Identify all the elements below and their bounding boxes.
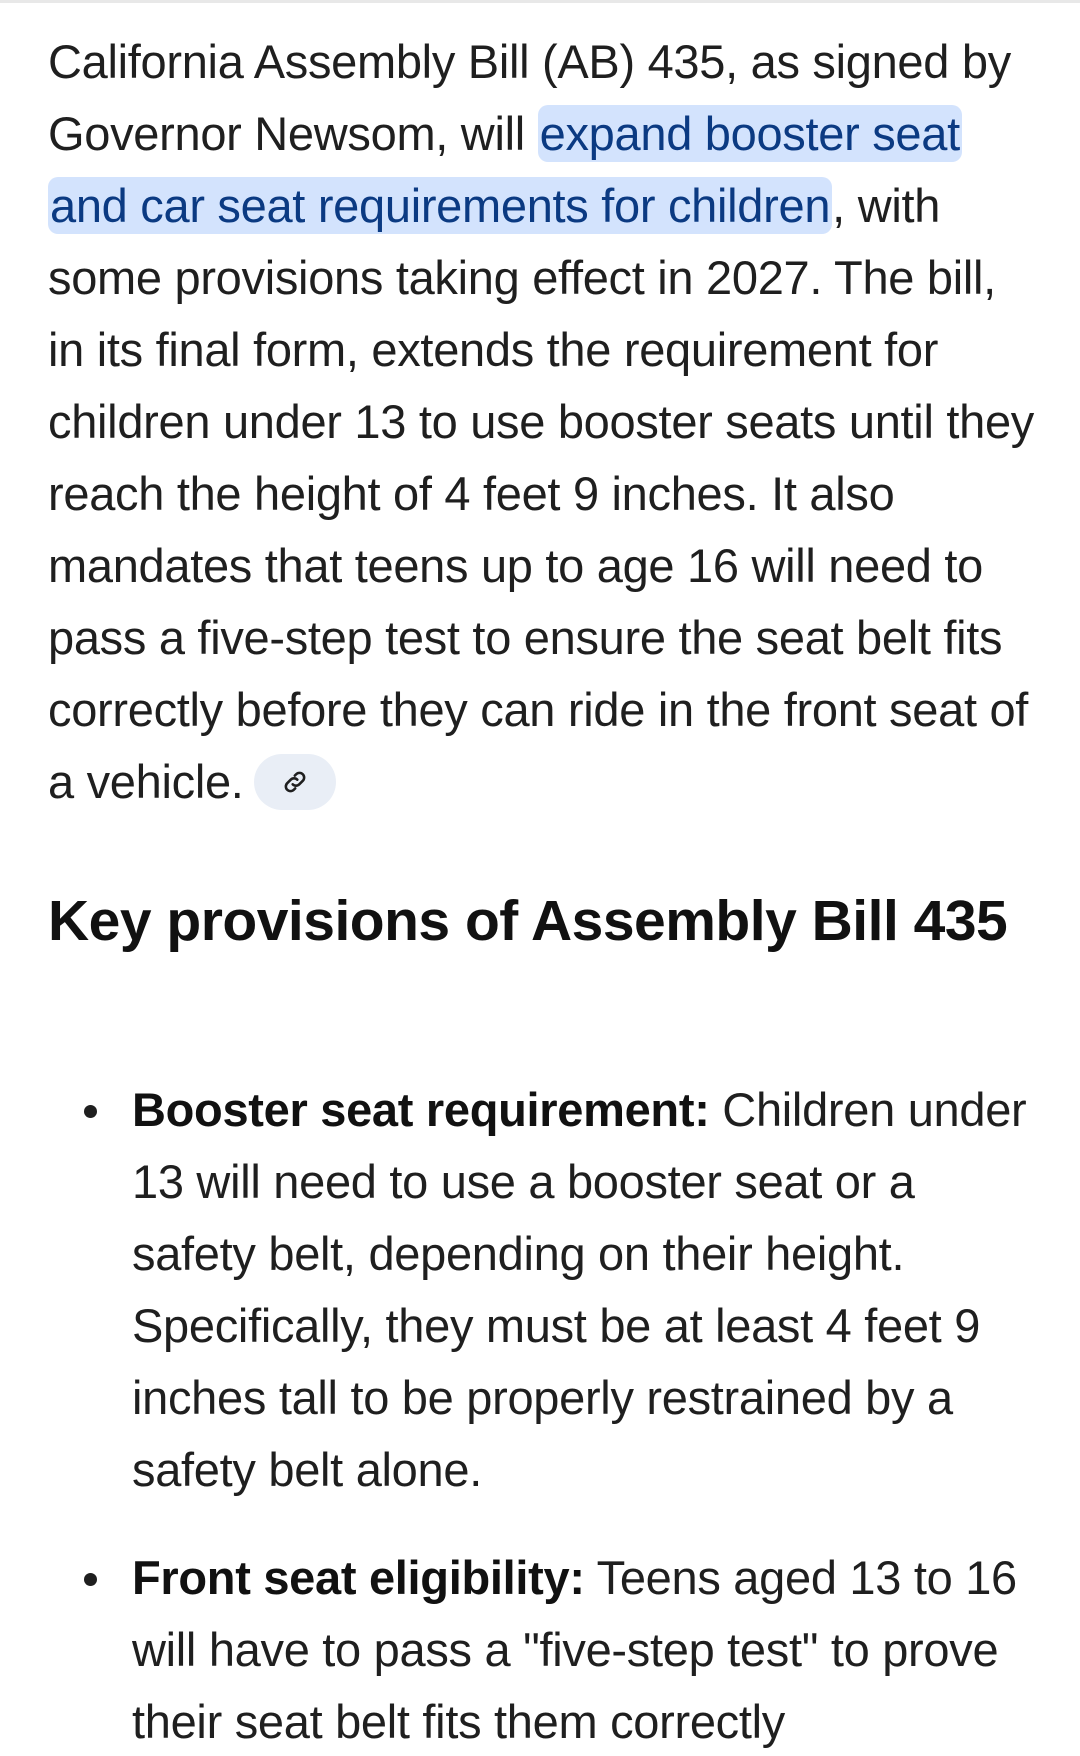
provision-text: Teens aged 13 to 16 will have to pass a "five-step test" to prove their seat belt fits them correctly bbox=[132, 1551, 1017, 1748]
top-divider bbox=[0, 0, 1080, 3]
highlighted-claim[interactable]: expand booster seat and car seat requirements for children bbox=[50, 107, 960, 232]
section-heading: Key provisions of Assembly Bill 435 bbox=[48, 889, 1008, 953]
list-item bbox=[48, 1074, 1038, 1506]
citation-link-chip[interactable] bbox=[254, 754, 336, 810]
provisions-list bbox=[48, 1074, 1038, 1756]
intro-paragraph bbox=[48, 26, 1038, 818]
intro-text-after: , with some provisions taking effect in 2027. The bill, in its final form, extends the requirement for children under 13 to use booster seats until they reach the height of 4 feet 9 inches. It also mandates that teens up to age 16 will need to pass a five-step test to ensure the seat belt fits correctly before they can ride in the front seat of a vehicle. bbox=[48, 179, 1034, 808]
link-icon bbox=[281, 768, 309, 796]
intro-text-before: California Assembly Bill (AB) 435, as signed by Governor Newsom, will bbox=[48, 35, 1011, 160]
provision-term: Front seat eligibility: bbox=[132, 1551, 585, 1604]
provision-text: Children under 13 will need to use a booster seat or a safety belt, depending on their height. Specifically, they must be at least 4 feet 9 inches tall to be properly restrained by a safety belt alone. bbox=[132, 1083, 1027, 1496]
list-item bbox=[48, 1542, 1038, 1756]
bullet-icon bbox=[84, 1573, 97, 1586]
bullet-icon bbox=[84, 1105, 97, 1118]
provision-term: Booster seat requirement: bbox=[132, 1083, 710, 1136]
